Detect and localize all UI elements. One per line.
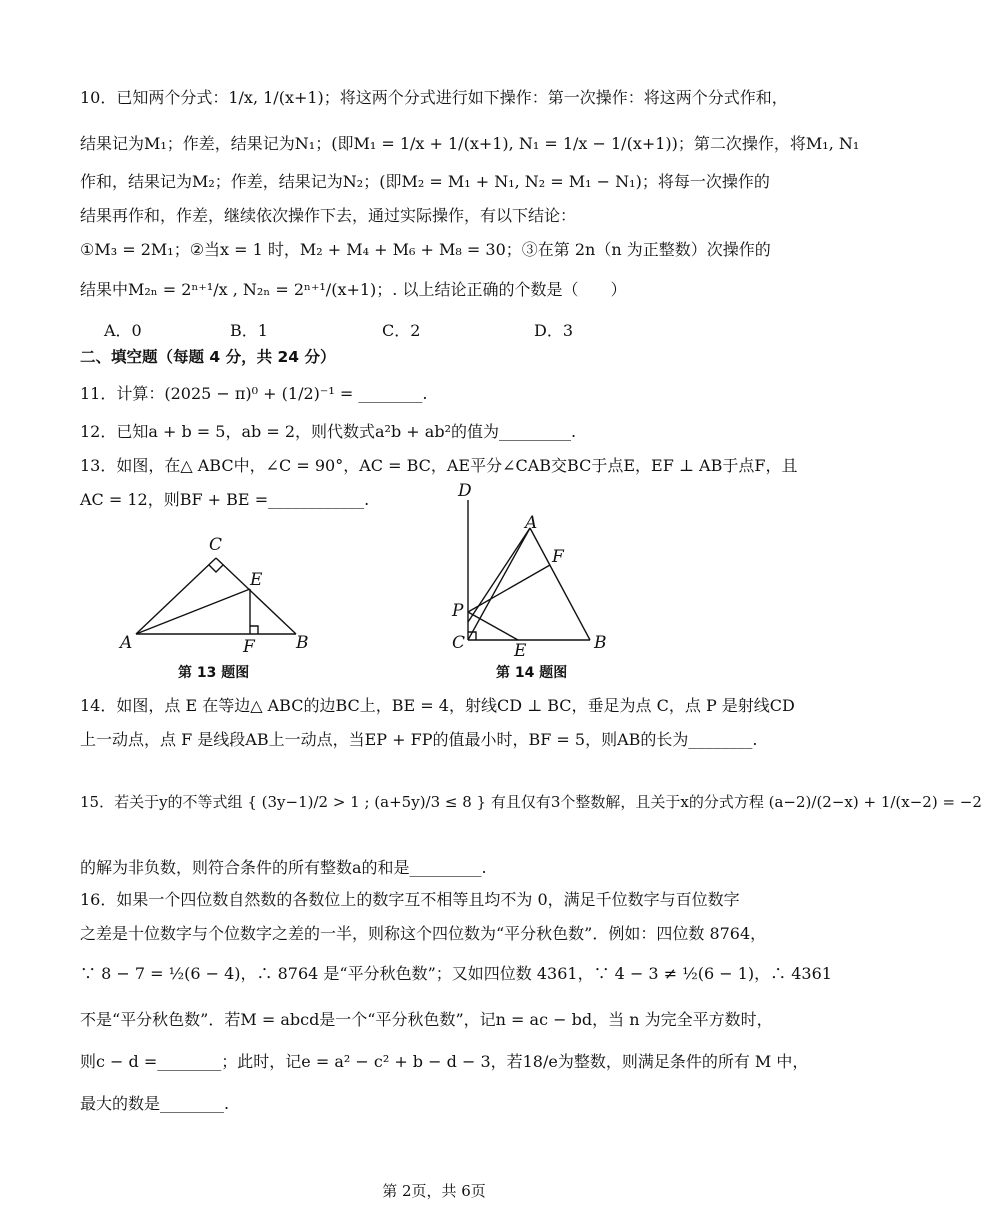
q16-line-1: 16．如果一个四位数自然数的各数位上的数字互不相等且均不为 0，满足千位数字与百位数字 [80, 890, 740, 909]
fig14-label-f: F [552, 547, 564, 567]
q15-line-2: 的解为非负数，则符合条件的所有整数a的和是_________. [80, 858, 487, 877]
fig13-label-c: C [209, 535, 223, 555]
q10-line-2: 结果记为M₁；作差，结果记为N₁；(即M₁ = 1/x + 1/(x+1), N₁ = 1/x − 1/(x+1))；第二次操作，将M₁, N₁ [80, 134, 860, 153]
fig14-caption: 第 14 题图 [496, 665, 568, 681]
q15-line-1: 15．若关于y的不等式组 { (3y−1)/2 > 1 ; (a+5y)/3 ≤ 8 } 有且仅有3个整数解，且关于x的分式方程 (a−2)/(2−x) + 1/(x−2) = −2 [80, 793, 982, 811]
q13-line-2: AC = 12，则BF + BE =____________. [80, 490, 370, 509]
q16-line-4: 不是“平分秋色数”．若M = abcd是一个“平分秋色数”，记n = ac − bd，当 n 为完全平方数时， [80, 1010, 773, 1029]
fig14-label-a: A [525, 513, 538, 533]
q10-line-5: ①M₃ = 2M₁；②当x = 1 时，M₂ + M₄ + M₆ + M₈ = 30；③在第 2n（n 为正整数）次操作的 [80, 240, 771, 259]
figure-14 [440, 480, 620, 660]
fig13-label-a: A [120, 633, 133, 653]
fig13-caption: 第 13 题图 [178, 665, 250, 681]
fig14-label-e: E [514, 641, 527, 661]
figure-13 [110, 528, 330, 658]
q16-line-2: 之差是十位数字与个位数字之差的一半，则称这个四位数为“平分秋色数”．例如：四位数 8764， [80, 924, 767, 943]
q14-line-2: 上一动点，点 F 是线段AB上一动点，当EP + FP的值最小时，BF = 5，则AB的长为________. [80, 730, 758, 749]
q16-line-5: 则c − d =________；此时，记e = a² − c² + b − d − 3，若18/e为整数，则满足条件的所有 M 中， [80, 1052, 809, 1071]
q10-option-c: C．2 [382, 321, 421, 340]
fig13-label-f: F [243, 637, 255, 657]
fig13-label-e: E [250, 570, 263, 590]
q10-line-4: 结果再作和，作差，继续依次操作下去，通过实际操作，有以下结论： [80, 206, 577, 225]
fig13-label-b: B [296, 633, 309, 653]
fig14-label-p: P [452, 601, 464, 621]
q13-line-1: 13．如图，在△ ABC中，∠C = 90°，AC = BC，AE平分∠CAB交BC于点E，EF ⊥ AB于点F，且 [80, 456, 798, 475]
fig14-label-b: B [594, 633, 607, 653]
q10-option-b: B．1 [230, 321, 268, 340]
q10-line-3: 作和，结果记为M₂；作差，结果记为N₂；(即M₂ = M₁ + N₁, N₂ = M₁ − N₁)；将每一次操作的 [80, 172, 770, 191]
q10-option-a: A．0 [104, 321, 142, 340]
section-heading: 二、填空题（每题 4 分，共 24 分） [80, 348, 336, 366]
fig14-label-c: C [452, 633, 466, 653]
q10-line-1: 10．已知两个分式：1/x, 1/(x+1)；将这两个分式进行如下操作：第一次操作：将这两个分式作和， [80, 88, 788, 107]
q16-line-3: ∵ 8 − 7 = ½(6 − 4)，∴ 8764 是“平分秋色数”；又如四位数 4361，∵ 4 − 3 ≠ ½(6 − 1)，∴ 4361 [80, 964, 832, 983]
q14-line-1: 14．如图，点 E 在等边△ ABC的边BC上，BE = 4，射线CD ⊥ BC，垂足为点 C，点 P 是射线CD [80, 696, 795, 715]
q10-line-6: 结果中M₂ₙ = 2ⁿ⁺¹/x , N₂ₙ = 2ⁿ⁺¹/(x+1)；. 以上结论正确的个数是（ ） [80, 280, 627, 299]
q10-option-d: D．3 [534, 321, 574, 340]
page-footer: 第 2页，共 6页 [382, 1182, 486, 1200]
fig14-label-d: D [458, 481, 472, 501]
q16-line-6: 最大的数是________. [80, 1094, 230, 1113]
q11: 11．计算：(2025 − π)⁰ + (1/2)⁻¹ = ________. [80, 384, 428, 403]
q12: 12．已知a + b = 5，ab = 2，则代数式a²b + ab²的值为_________. [80, 422, 577, 441]
